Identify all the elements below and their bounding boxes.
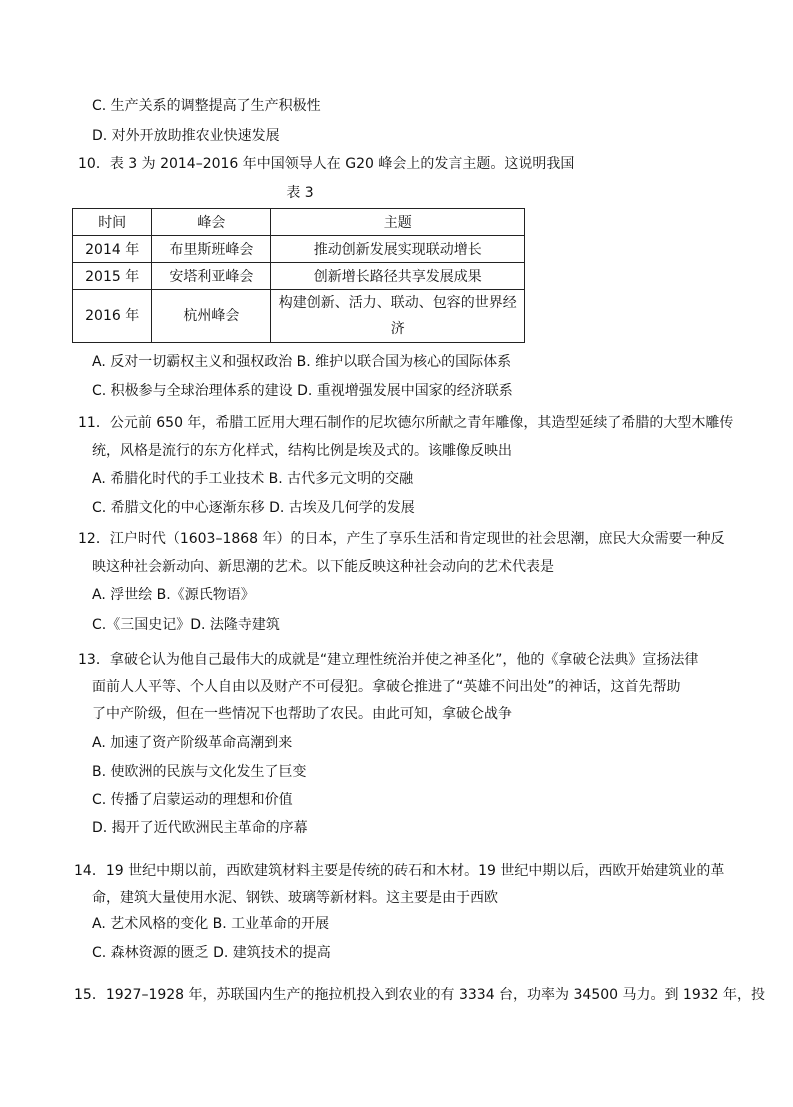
cell-theme bbox=[271, 290, 525, 343]
g20-summit-table bbox=[72, 208, 525, 343]
q13-option-a: A. 加速了资产阶级革命高潮到来 bbox=[92, 735, 293, 751]
q10-stem: 10．表 3 为 2014–2016 年中国领导人在 G20 峰会上的发言主题。这说明我国 bbox=[78, 156, 575, 172]
q13-stem-line3: 了中产阶级，但在一些情况下也帮助了农民。由此可知，拿破仑战争 bbox=[92, 706, 512, 722]
q12-options-ab: A. 浮世绘 B.《源氏物语》 bbox=[92, 587, 255, 603]
table-header-row bbox=[73, 209, 525, 236]
q12-stem-line1: 12．江户时代（1603–1868 年）的日本，产生了享乐生活和肯定现世的社会思潮，庶民大众需要一种反 bbox=[78, 531, 725, 547]
table-caption: 表 3 bbox=[286, 185, 314, 201]
table-row bbox=[73, 263, 525, 290]
q11-stem-line2: 统，风格是流行的东方化样式，结构比例是埃及式的。该雕像反映出 bbox=[92, 443, 512, 459]
cell-theme-text: 构建创新、活力、联动、包容的世界经济 bbox=[278, 295, 517, 337]
q10-options-cd: C. 积极参与全球治理体系的建设 D. 重视增强发展中国家的经济联系 bbox=[92, 383, 513, 399]
cell-summit: 杭州峰会 bbox=[152, 290, 271, 343]
cell-time: 2015 年 bbox=[73, 263, 152, 290]
q13-option-c: C. 传播了启蒙运动的理想和价值 bbox=[92, 792, 293, 808]
q12-stem-line2: 映这种社会新动向、新思潮的艺术。以下能反映这种社会动向的艺术代表是 bbox=[92, 559, 554, 575]
q13-stem-line1: 13．拿破仑认为他自己最伟大的成就是“建立理性统治并使之神圣化”，他的《拿破仑法典》宣扬法律 bbox=[78, 652, 699, 668]
q15-stem-line1: 15．1927–1928 年，苏联国内生产的拖拉机投入到农业的有 3334 台，功率为 34500 马力。到 1932 年，投 bbox=[74, 987, 766, 1003]
q11-options-cd: C. 希腊文化的中心逐渐东移 D. 古埃及几何学的发展 bbox=[92, 500, 415, 516]
q10-options-ab: A. 反对一切霸权主义和强权政治 B. 维护以联合国为核心的国际体系 bbox=[92, 354, 512, 370]
cell-time: 2016 年 bbox=[73, 290, 152, 343]
q13-option-b: B. 使欧洲的民族与文化发生了巨变 bbox=[92, 764, 307, 780]
cell-summit: 布里斯班峰会 bbox=[152, 236, 271, 263]
q11-options-ab: A. 希腊化时代的手工业技术 B. 古代多元文明的交融 bbox=[92, 471, 414, 487]
q13-stem-line2: 面前人人平等、个人自由以及财产不可侵犯。拿破仑推进了“英雄不问出处”的神话，这首先帮助 bbox=[92, 679, 681, 695]
q14-stem-line1: 14．19 世纪中期以前，西欧建筑材料主要是传统的砖石和木材。19 世纪中期以后，西欧开始建筑业的革 bbox=[74, 863, 725, 879]
table-row bbox=[73, 236, 525, 263]
table-row bbox=[73, 290, 525, 343]
q12-options-cd: C.《三国史记》D. 法隆寺建筑 bbox=[92, 617, 280, 633]
q9-option-d: D. 对外开放助推农业快速发展 bbox=[92, 128, 280, 144]
cell-theme: 推动创新发展实现联动增长 bbox=[271, 236, 525, 263]
q14-stem-line2: 命，建筑大量使用水泥、钢铁、玻璃等新材料。这主要是由于西欧 bbox=[92, 890, 498, 906]
q9-option-c: C. 生产关系的调整提高了生产积极性 bbox=[92, 98, 321, 114]
header-time: 时间 bbox=[73, 209, 152, 236]
q11-stem-line1: 11．公元前 650 年，希腊工匠用大理石制作的尼坎德尔所献之青年雕像，其造型延续了希腊的大型木雕传 bbox=[78, 415, 734, 431]
cell-time: 2014 年 bbox=[73, 236, 152, 263]
q13-option-d: D. 揭开了近代欧洲民主革命的序幕 bbox=[92, 820, 308, 836]
cell-theme: 创新增长路径共享发展成果 bbox=[271, 263, 525, 290]
header-theme: 主题 bbox=[271, 209, 525, 236]
q14-options-ab: A. 艺术风格的变化 B. 工业革命的开展 bbox=[92, 916, 330, 932]
q14-options-cd: C. 森林资源的匮乏 D. 建筑技术的提高 bbox=[92, 945, 331, 961]
cell-summit: 安塔利亚峰会 bbox=[152, 263, 271, 290]
header-summit: 峰会 bbox=[152, 209, 271, 236]
